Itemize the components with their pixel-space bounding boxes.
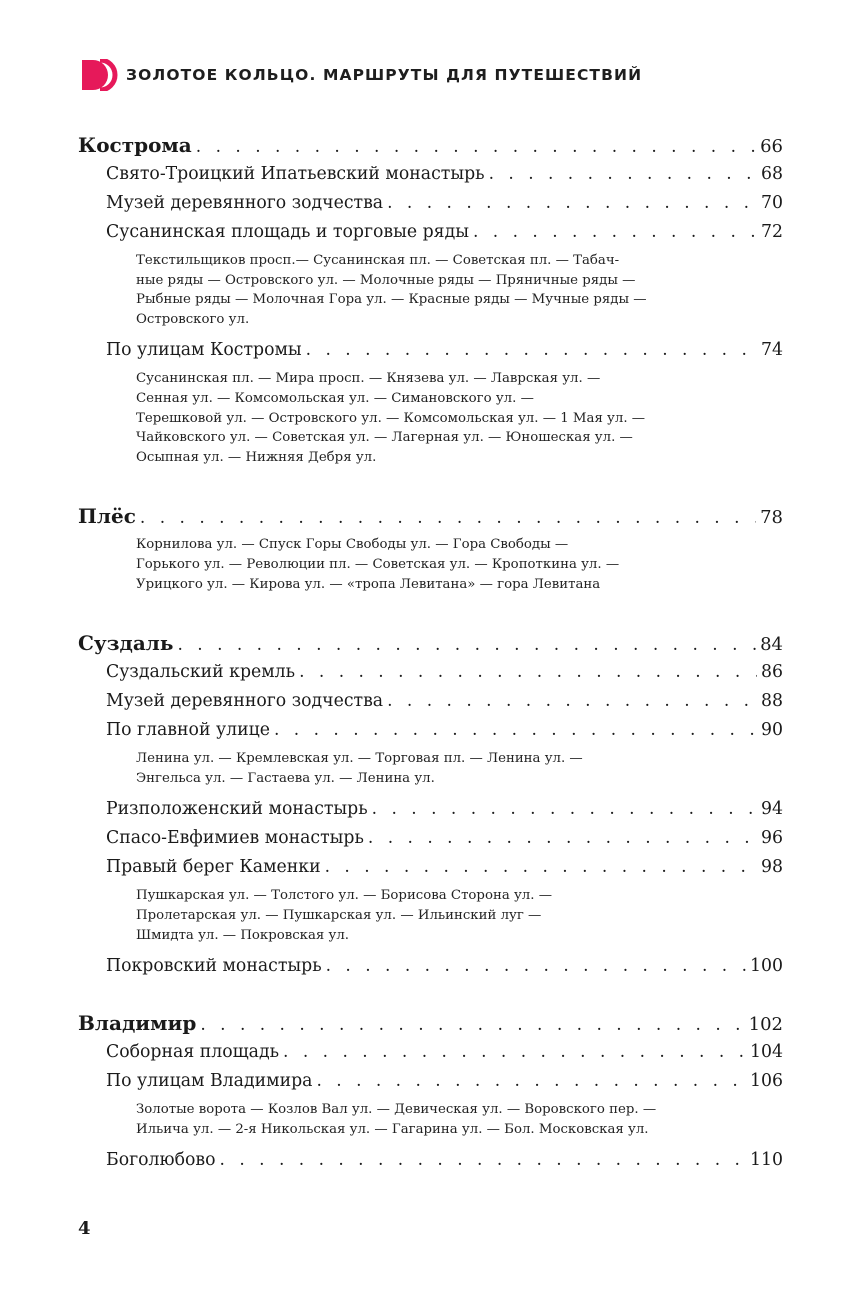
street-line: Энгельса ул. — Гастаева ул. — Ленина ул. <box>136 770 435 786</box>
dot-leader <box>220 1146 746 1175</box>
toc-entry[interactable] <box>78 952 783 981</box>
dot-leader <box>283 1038 746 1067</box>
toc-city-entry-title: Владимир <box>78 1011 197 1036</box>
dot-leader <box>372 795 757 824</box>
toc-entry-page: 68 <box>761 164 783 184</box>
dot-leader <box>325 853 757 882</box>
toc-city-entry[interactable] <box>78 1008 783 1038</box>
toc-entry-page: 94 <box>761 799 783 820</box>
dot-leader <box>299 658 757 687</box>
street-line: Чайковского ул. — Советская ул. — Лагерная ул. — Юношеская ул. — <box>136 430 633 446</box>
dot-leader <box>140 503 756 533</box>
street-list <box>136 745 783 795</box>
toc-entry-title: Свято-Троицкий Ипатьевский монастырь <box>106 164 485 184</box>
toc-city-entry[interactable] <box>78 130 783 160</box>
toc-entry-page: 104 <box>750 1042 783 1063</box>
toc-entry-title: Музей деревянного зодчества <box>106 193 384 213</box>
toc-city-entry-page: 78 <box>760 507 783 529</box>
street-list <box>136 531 783 601</box>
toc-entry-title: Ризположенский монастырь <box>106 799 368 820</box>
street-line: Рыбные ряды — Молочная Гора ул. — Красные ряды — Мучные ряды — <box>136 292 647 308</box>
dot-leader <box>326 952 746 981</box>
toc-city-entry-page: 84 <box>760 634 783 656</box>
dot-leader <box>200 1010 744 1040</box>
dot-leader <box>196 132 756 162</box>
street-line: Шмидта ул. — Покровская ул. <box>136 927 350 943</box>
toc-entry[interactable] <box>78 824 783 853</box>
dot-leader <box>387 687 757 716</box>
toc-city-entry-title: Кострома <box>78 133 192 157</box>
toc-entry[interactable] <box>78 687 783 716</box>
street-line: Сусанинская пл. — Мира просп. — Князева ул. — Лаврская ул. — <box>136 371 601 387</box>
section-gap <box>78 981 783 1008</box>
toc-entry-page: 98 <box>761 857 783 878</box>
toc-entry-title: Правый берег Каменки <box>106 857 321 878</box>
street-line: Пушкарская ул. — Толстого ул. — Борисова Сторона ул. — <box>136 888 552 904</box>
toc-entry-title: По улицам Владимира <box>106 1071 313 1092</box>
toc-entry[interactable] <box>78 189 783 218</box>
toc-entry-page: 100 <box>750 956 783 977</box>
dot-leader <box>177 630 756 660</box>
street-line: Золотые ворота — Козлов Вал ул. — Девическая ул. — Воровского пер. — <box>136 1102 657 1118</box>
double-chevron-d-icon <box>80 59 120 91</box>
toc-city-entry-title: Суздаль <box>78 631 174 656</box>
toc-entry-page: 72 <box>761 222 783 242</box>
toc-entry-page: 96 <box>761 828 783 849</box>
toc-city-entry-page: 102 <box>748 1014 783 1036</box>
toc-entry[interactable] <box>78 160 783 189</box>
toc-entry-title: Сусанинская площадь и торговые ряды <box>106 222 469 242</box>
street-list <box>136 1096 783 1146</box>
table-of-contents <box>78 130 783 1175</box>
toc-entry[interactable] <box>78 658 783 687</box>
running-header <box>80 58 642 92</box>
toc-entry[interactable] <box>78 336 783 365</box>
toc-entry-title: Соборная площадь <box>106 1042 280 1063</box>
toc-entry-title: По главной улице <box>106 720 270 741</box>
toc-city-entry-title: Плёс <box>78 504 136 529</box>
page-number: 4 <box>78 1218 91 1239</box>
toc-entry[interactable] <box>78 218 783 247</box>
street-line: Урицкого ул. — Кирова ул. — «тропа Левитана» — гора Левитана <box>136 576 601 592</box>
toc-entry-page: 110 <box>750 1150 783 1171</box>
toc-entry-title: Музей деревянного зодчества <box>106 691 384 712</box>
toc-entry[interactable] <box>78 1067 783 1096</box>
street-line: ные ряды — Островского ул. — Молочные ряды — Пряничные ряды — <box>136 272 636 288</box>
dot-leader <box>306 336 757 365</box>
street-line: Островского ул. <box>136 311 250 327</box>
dot-leader <box>473 218 757 247</box>
street-line: Корнилова ул. — Спуск Горы Свободы ул. — Гора Свободы — <box>136 537 569 553</box>
toc-entry[interactable] <box>78 795 783 824</box>
street-list <box>136 882 783 952</box>
toc-entry-page: 74 <box>761 340 783 361</box>
toc-entry-page: 88 <box>761 691 783 712</box>
street-line: Пролетарская ул. — Пушкарская ул. — Ильинский луг — <box>136 907 542 923</box>
street-line: Горького ул. — Революции пл. — Советская ул. — Кропоткина ул. — <box>136 556 620 572</box>
toc-entry[interactable] <box>78 853 783 882</box>
toc-entry-title: Покровский монастырь <box>106 956 322 977</box>
street-line: Терешковой ул. — Островского ул. — Комсомольская ул. — 1 Мая ул. — <box>136 410 646 426</box>
toc-entry-page: 90 <box>761 720 783 741</box>
dot-leader <box>387 189 757 218</box>
toc-entry-title: Суздальский кремль <box>106 662 296 683</box>
toc-entry-page: 106 <box>750 1071 783 1092</box>
street-line: Ленина ул. — Кремлевская ул. — Торговая пл. — Ленина ул. — <box>136 751 583 767</box>
street-line: Текстильщиков просп.— Сусанинская пл. — Советская пл. — Табач- <box>136 253 620 268</box>
dot-leader <box>368 824 757 853</box>
section-gap <box>78 474 783 501</box>
street-list <box>136 365 783 474</box>
toc-entry[interactable] <box>78 1146 783 1175</box>
dot-leader <box>316 1067 746 1096</box>
street-line: Осыпная ул. — Нижняя Дебря ул. <box>136 449 377 465</box>
toc-entry[interactable] <box>78 716 783 745</box>
section-gap <box>78 601 783 628</box>
toc-city-entry-page: 66 <box>760 136 783 157</box>
toc-city-entry[interactable] <box>78 501 783 531</box>
header-title: ЗОЛОТОЕ КОЛЬЦО. МАРШРУТЫ ДЛЯ ПУТЕШЕСТВИЙ <box>126 66 643 84</box>
dot-leader <box>274 716 757 745</box>
dot-leader <box>489 160 757 189</box>
toc-entry-title: По улицам Костромы <box>106 340 302 361</box>
street-list <box>136 247 783 336</box>
toc-entry-page: 86 <box>761 662 783 683</box>
toc-entry-title: Боголюбово <box>106 1150 216 1171</box>
street-line: Ильича ул. — 2-я Никольская ул. — Гагарина ул. — Бол. Московская ул. <box>136 1121 649 1137</box>
street-line: Сенная ул. — Комсомольская ул. — Симановского ул. — <box>136 390 534 406</box>
toc-entry-title: Спасо-Евфимиев монастырь <box>106 828 364 849</box>
toc-entry[interactable] <box>78 1038 783 1067</box>
toc-city-entry[interactable] <box>78 628 783 658</box>
toc-entry-page: 70 <box>761 193 783 213</box>
